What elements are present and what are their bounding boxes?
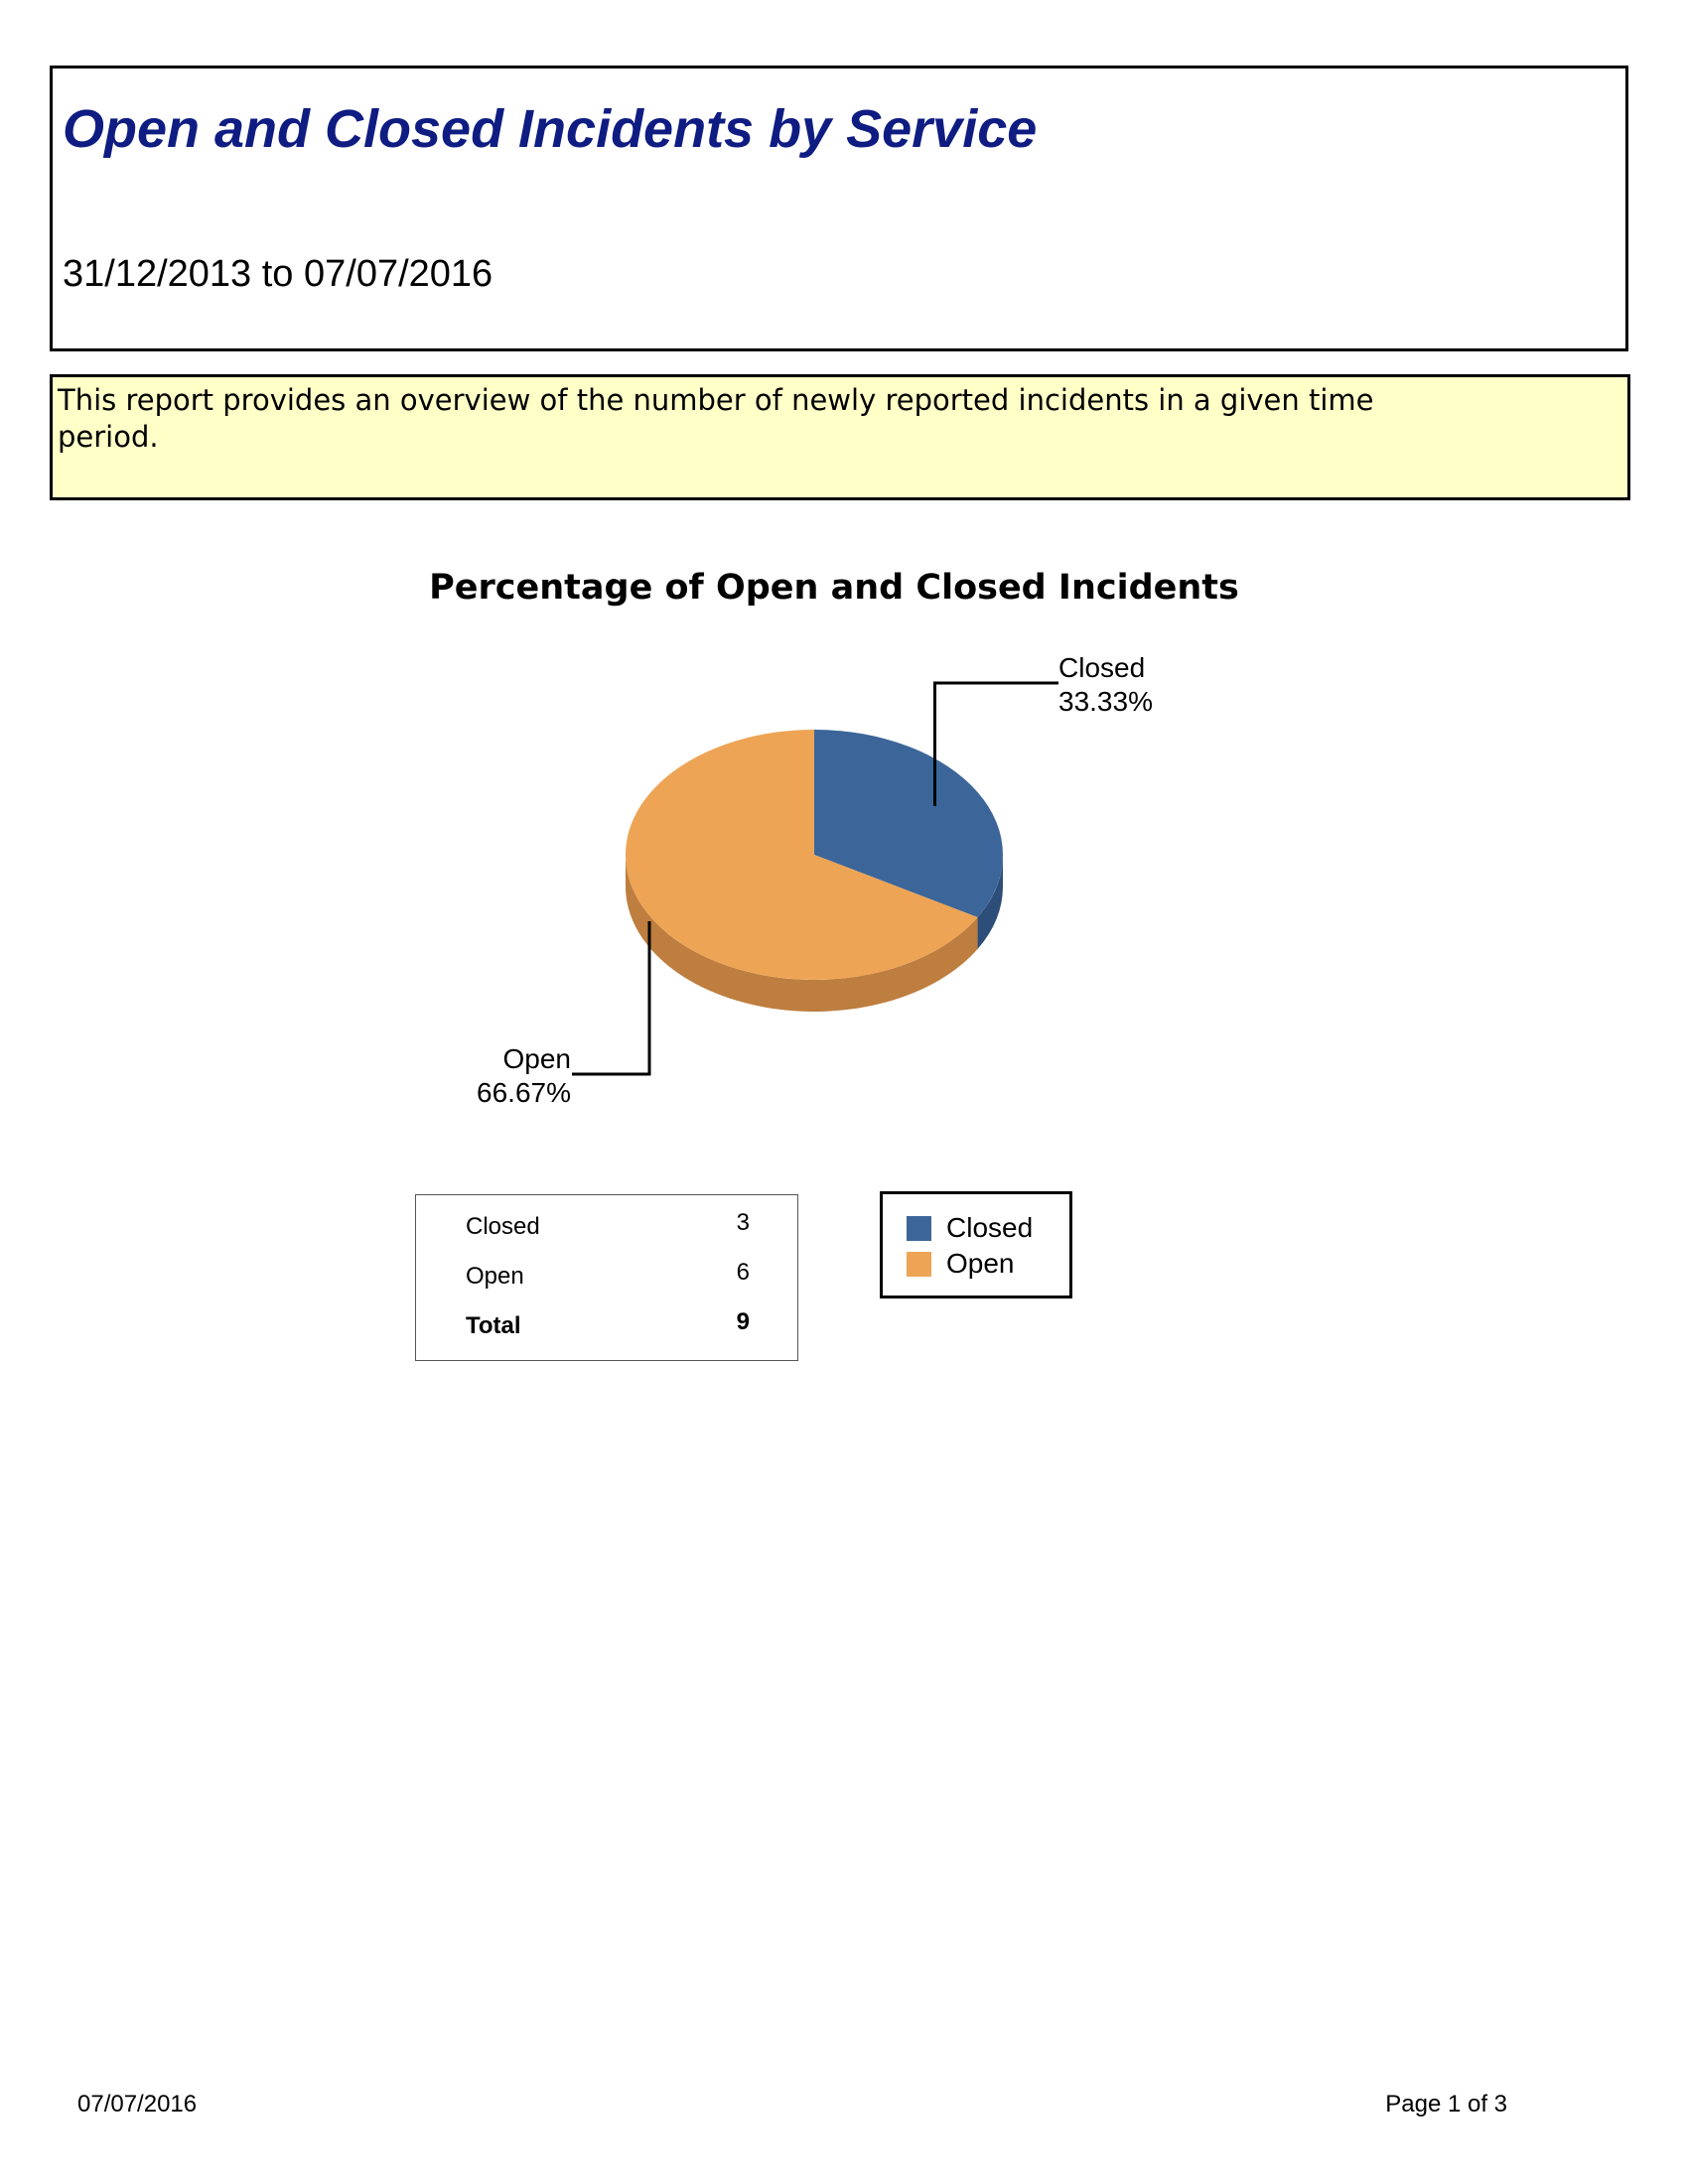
table-row-value: 6 [736, 1259, 750, 1286]
table-total-label: Total [466, 1312, 521, 1339]
report-title: Open and Closed Incidents by Service [63, 99, 1038, 159]
slice-label-closed [1058, 651, 1153, 719]
table-row-value: 3 [736, 1209, 750, 1236]
slice-label-closed-name: Closed [1058, 652, 1146, 683]
legend-swatch-open [907, 1252, 931, 1277]
slice-label-open [397, 1042, 571, 1110]
table-row-label: Open [466, 1263, 524, 1290]
table-row-label: Closed [466, 1213, 540, 1240]
slice-label-open-percent: 66.67% [477, 1077, 571, 1108]
chart-legend [880, 1191, 1072, 1298]
legend-label-closed: Closed [946, 1212, 1034, 1243]
leader-line-open [572, 921, 649, 1074]
report-description: This report provides an overview of the number of newly reported incidents in a given time period. [58, 383, 1374, 454]
slice-label-open-name: Open [502, 1043, 571, 1074]
slice-label-closed-percent: 33.33% [1058, 686, 1153, 717]
chart-title: Percentage of Open and Closed Incidents [429, 568, 1239, 608]
footer-page-number: Page 1 of 3 [1385, 2091, 1507, 2117]
report-date-range: 31/12/2013 to 07/07/2016 [63, 253, 493, 295]
table-total-row [416, 1295, 797, 1339]
table-row [416, 1245, 797, 1290]
table-total-value: 9 [736, 1308, 750, 1335]
footer-date: 07/07/2016 [77, 2091, 198, 2117]
legend-label-open: Open [946, 1248, 1015, 1279]
table-row [416, 1195, 797, 1240]
data-table [415, 1194, 798, 1361]
legend-swatch-closed [907, 1216, 931, 1241]
